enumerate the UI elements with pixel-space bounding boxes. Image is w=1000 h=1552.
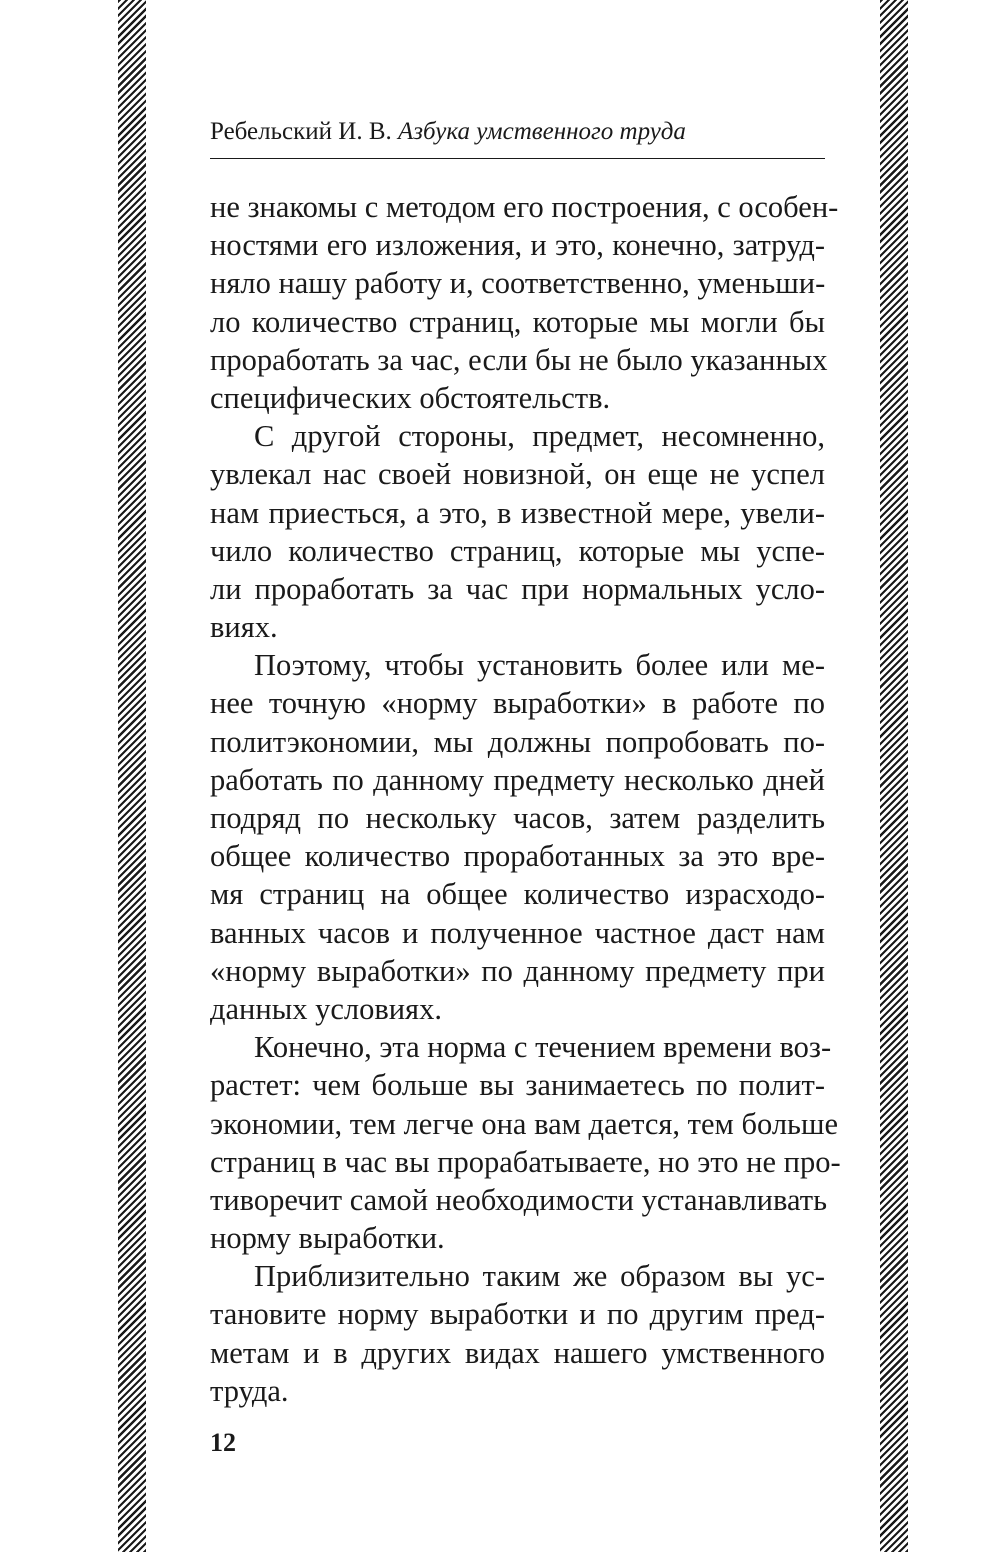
text-line: ли проработать за час при нормальных усло- [210, 571, 825, 606]
text-line: ванных часов и полученное частное даст нам [210, 915, 825, 950]
text-line: общее количество проработанных за это вре- [210, 839, 825, 874]
text-line: тиворечит самой необходимости устанавливать [210, 1182, 827, 1217]
text-line: мя страниц на общее количество израсходо- [210, 877, 825, 912]
text-line: виях. [210, 610, 278, 645]
text-line: нее точную «норму выработки» в работе по [210, 686, 825, 721]
paragraph [210, 188, 839, 417]
text-line: нам приесться, а это, в известной мере, увели- [210, 495, 825, 530]
text-line: С другой стороны, предмет, несомненно, [254, 419, 825, 454]
text-line: Конечно, эта норма с течением времени воз- [254, 1030, 832, 1065]
text-line: страниц в час вы прорабатываете, но это не про- [210, 1144, 841, 1179]
decorative-border-right [880, 0, 908, 1552]
text-line: проработать за час, если бы не было указанных [210, 342, 828, 377]
text-line: политэкономии, мы должны попробовать по- [210, 724, 825, 759]
text-line: Приблизительно таким же образом вы ус- [254, 1259, 825, 1294]
text-line: метам и в других видах нашего умственного [210, 1335, 825, 1370]
text-line: чило количество страниц, которые мы успе- [210, 533, 825, 568]
text-line: данных условиях. [210, 991, 442, 1026]
text-line: Поэтому, чтобы установить более или ме- [254, 648, 825, 683]
text-line: экономии, тем легче она вам дается, тем больше [210, 1106, 838, 1141]
body-text [210, 188, 841, 1410]
paragraph [210, 1257, 825, 1410]
page-number: 12 [210, 1428, 236, 1457]
text-line: специфических обстоятельств. [210, 380, 611, 415]
text-line: не знакомы с методом его построения, с особен- [210, 190, 839, 224]
paragraph [210, 1028, 841, 1257]
running-head [210, 118, 825, 159]
text-line: «норму выработки» по данному предмету при [210, 953, 825, 988]
text-line: няло нашу работу и, соответственно, уменьши- [210, 266, 826, 301]
text-line: тановите норму выработки и по другим пред- [210, 1297, 825, 1332]
text-line: труда. [210, 1373, 289, 1408]
running-head-title: Азбука умственного труда [398, 118, 686, 145]
paragraph [210, 646, 825, 1028]
running-head-author: Ребельский И. В. [210, 118, 392, 145]
text-line: ностями его изложения, и это, конечно, затруд- [210, 228, 825, 263]
text-line: увлекал нас своей новизной, он еще не успел [210, 457, 825, 492]
text-line: подряд по нескольку часов, затем разделить [210, 801, 825, 835]
decorative-border-left [118, 0, 146, 1552]
text-line: ло количество страниц, которые мы могли бы [210, 304, 825, 339]
text-line: работать по данному предмету несколько дней [210, 762, 825, 797]
text-line: норму выработки. [210, 1221, 445, 1256]
paragraph [210, 417, 825, 646]
text-line: растет: чем больше вы занимаетесь по полит- [210, 1068, 825, 1103]
